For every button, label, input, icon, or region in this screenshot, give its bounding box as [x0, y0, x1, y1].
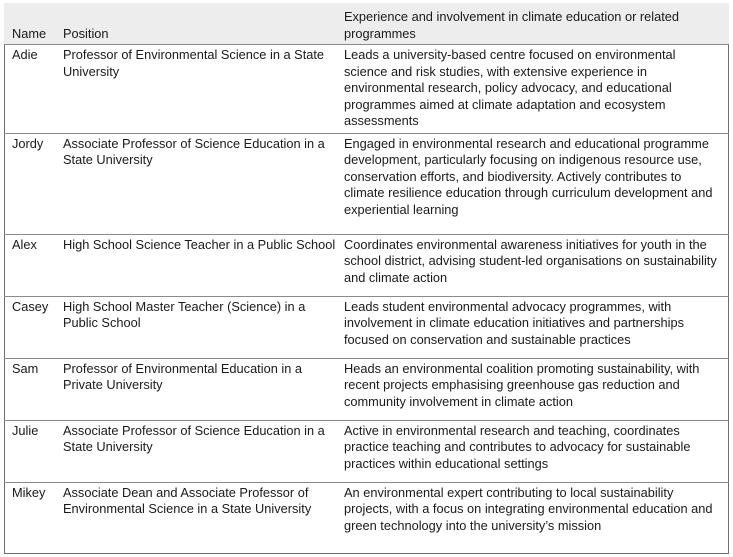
table-header-row	[4, 3, 729, 45]
table-row	[4, 420, 729, 482]
cell-experience: Leads student environmental advocacy programmes, with involvement in climate education initiatives and partnerships focused on conservation and sustainable practices	[344, 298, 685, 347]
cell-position: Professor of Environmental Science in a State University	[63, 47, 325, 79]
table-row	[4, 482, 729, 543]
cell-experience: Leads a university-based centre focused on environmental science and risk studies, with extensive experience in environmental research, policy advocacy, and educational programmes aimed at climate adaptation and ecosystem assessments	[344, 47, 676, 128]
cell-position: Professor of Environmental Education in a Private University	[63, 360, 303, 392]
cell-name: Casey	[12, 298, 49, 314]
cell-experience: Heads an environmental coalition promoting sustainability, with recent projects emphasising greenhouse gas reduction and community involvement in climate action	[344, 360, 700, 409]
table-row	[4, 133, 729, 234]
cell-name: Mikey	[12, 484, 46, 500]
cell-experience: Coordinates environmental awareness initiatives for youth in the school district, advising student-led organisations on sustainability and climate action	[344, 236, 717, 285]
cell-experience: Engaged in environmental research and educational programme development, particularly focusing on indigenous resource use, conservation efforts, and biodiversity. Actively contributes to climate resilience education through curriculum development and experiential learning	[344, 135, 713, 217]
table-row	[4, 296, 729, 358]
header-name: Name	[4, 3, 59, 45]
header-position: Position	[59, 3, 342, 45]
cell-position: Associate Dean and Associate Professor of Environmental Science in a State University	[63, 484, 312, 516]
cell-position: Associate Professor of Science Education in a State University	[63, 135, 325, 167]
cell-experience: An environmental expert contributing to local sustainability projects, with a focus on integrating environmental education and green technology into the university’s mission	[344, 484, 713, 533]
cell-name: Adie	[12, 47, 38, 62]
table-row	[4, 45, 729, 134]
cell-name: Alex	[12, 236, 37, 252]
table-row	[4, 358, 729, 420]
participants-table	[4, 3, 729, 543]
table-row	[4, 234, 729, 296]
cell-position: High School Master Teacher (Science) in a Public School	[63, 298, 306, 330]
cell-position: High School Science Teacher in a Public School	[63, 236, 336, 252]
header-experience: Experience and involvement in climate education or related programmes	[342, 3, 729, 45]
cell-position: Associate Professor of Science Education in a State University	[63, 422, 325, 454]
cell-name: Julie	[12, 422, 39, 438]
cell-experience: Active in environmental research and teaching, coordinates practice teaching and contributes to advocacy for sustainable practices within educational settings	[344, 422, 691, 471]
cell-name: Sam	[12, 360, 39, 376]
cell-name: Jordy	[12, 135, 44, 151]
